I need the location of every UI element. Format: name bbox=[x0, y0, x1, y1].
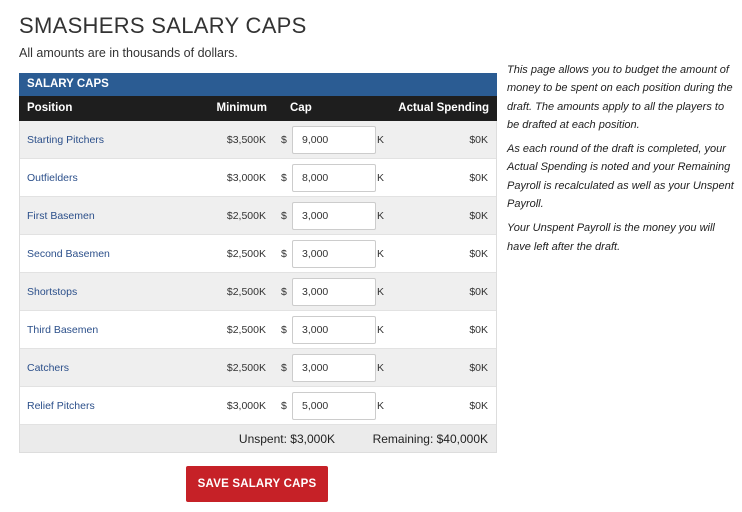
dollar-sign: $ bbox=[281, 400, 287, 412]
dollar-sign: $ bbox=[281, 210, 287, 222]
unit-suffix: K bbox=[377, 248, 385, 260]
position-name: Relief Pitchers bbox=[27, 400, 95, 412]
dollar-sign: $ bbox=[281, 248, 287, 260]
column-header-position: Position bbox=[27, 102, 73, 114]
actual-spending-value: $0K bbox=[469, 248, 488, 260]
page-title: SMASHERS SALARY CAPS bbox=[19, 13, 307, 38]
cap-input-third-basemen[interactable] bbox=[292, 316, 376, 344]
table-row bbox=[20, 311, 496, 349]
column-header-cap: Cap bbox=[290, 102, 312, 114]
panel-header: SALARY CAPS bbox=[19, 73, 497, 96]
actual-spending-value: $0K bbox=[469, 324, 488, 336]
unit-suffix: K bbox=[377, 134, 385, 146]
position-name: Shortstops bbox=[27, 286, 78, 298]
unit-suffix: K bbox=[377, 400, 385, 412]
dollar-sign: $ bbox=[281, 134, 287, 146]
position-name: Catchers bbox=[27, 362, 70, 374]
salary-caps-panel bbox=[19, 73, 497, 453]
minimum-value: $3,000K bbox=[226, 400, 266, 412]
remaining-total: Remaining: $40,000K bbox=[372, 432, 488, 446]
table-row bbox=[20, 273, 496, 311]
table-row bbox=[20, 235, 496, 273]
position-name: Starting Pitchers bbox=[27, 134, 105, 146]
minimum-value: $2,500K bbox=[226, 286, 266, 298]
actual-spending-value: $0K bbox=[469, 210, 488, 222]
position-name: Third Basemen bbox=[27, 324, 99, 336]
page-subtitle: All amounts are in thousands of dollars. bbox=[19, 46, 238, 60]
help-paragraph: Your Unspent Payroll is the money you will have left after the draft. bbox=[507, 222, 715, 253]
minimum-value: $2,500K bbox=[226, 248, 266, 260]
dollar-sign: $ bbox=[281, 324, 287, 336]
column-header-row bbox=[19, 96, 497, 121]
unit-suffix: K bbox=[377, 362, 385, 374]
minimum-value: $2,500K bbox=[226, 362, 266, 374]
position-name: Outfielders bbox=[27, 172, 78, 184]
help-paragraph: This page allows you to budget the amount of money to be spent on each position during the draft. The amounts apply to all the players to be drafted at each position. bbox=[507, 64, 733, 131]
minimum-value: $3,000K bbox=[226, 172, 266, 184]
cap-input-shortstops[interactable] bbox=[292, 278, 376, 306]
minimum-value: $2,500K bbox=[226, 210, 266, 222]
help-text bbox=[507, 61, 739, 262]
unit-suffix: K bbox=[377, 210, 385, 222]
cap-input-first-basemen[interactable] bbox=[292, 202, 376, 230]
unit-suffix: K bbox=[377, 286, 385, 298]
cap-input-second-basemen[interactable] bbox=[292, 240, 376, 268]
position-name: First Basemen bbox=[27, 210, 95, 222]
actual-spending-value: $0K bbox=[469, 400, 488, 412]
dollar-sign: $ bbox=[281, 286, 287, 298]
table-row bbox=[20, 387, 496, 425]
minimum-value: $2,500K bbox=[226, 324, 266, 336]
table-row bbox=[20, 349, 496, 387]
table-row bbox=[20, 121, 496, 159]
cap-input-starting-pitchers[interactable] bbox=[292, 126, 376, 154]
cap-input-relief-pitchers[interactable] bbox=[292, 392, 376, 420]
cap-input-catchers[interactable] bbox=[292, 354, 376, 382]
dollar-sign: $ bbox=[281, 172, 287, 184]
table-row bbox=[20, 197, 496, 235]
position-name: Second Basemen bbox=[27, 248, 110, 260]
minimum-value: $3,500K bbox=[226, 134, 266, 146]
actual-spending-value: $0K bbox=[469, 286, 488, 298]
column-header-minimum: Minimum bbox=[216, 102, 267, 114]
help-paragraph: As each round of the draft is completed, your Actual Spending is noted and your Remaining Payroll is recalculated as well as your Unspent Payroll. bbox=[507, 143, 734, 211]
unit-suffix: K bbox=[377, 324, 385, 336]
column-header-actual-spending: Actual Spending bbox=[398, 102, 489, 114]
actual-spending-value: $0K bbox=[469, 172, 488, 184]
actual-spending-value: $0K bbox=[469, 362, 488, 374]
cap-input-outfielders[interactable] bbox=[292, 164, 376, 192]
table-row bbox=[20, 159, 496, 197]
unit-suffix: K bbox=[377, 172, 385, 184]
dollar-sign: $ bbox=[281, 362, 287, 374]
totals-row bbox=[19, 425, 497, 453]
salary-cap-rows bbox=[19, 121, 497, 425]
unspent-total: Unspent: $3,000K bbox=[238, 432, 335, 446]
actual-spending-value: $0K bbox=[469, 134, 488, 146]
save-salary-caps-button[interactable]: SAVE SALARY CAPS bbox=[186, 466, 328, 502]
